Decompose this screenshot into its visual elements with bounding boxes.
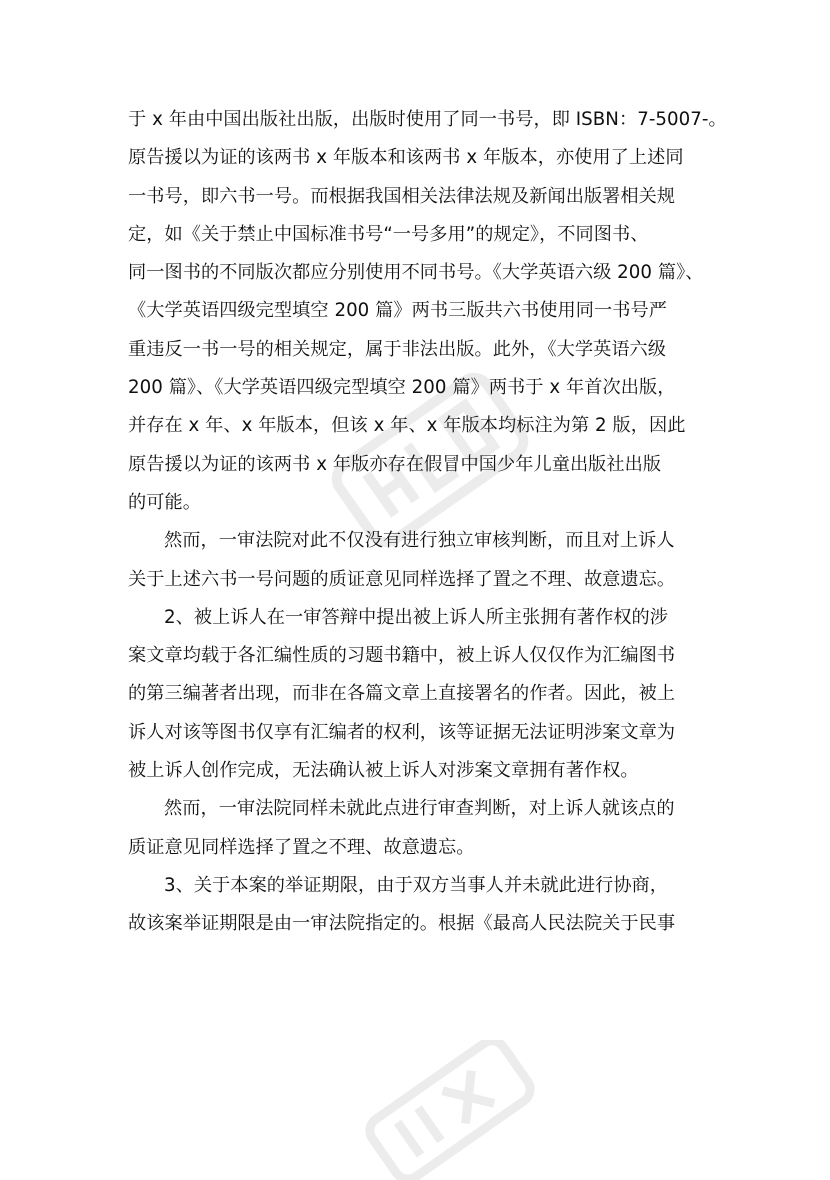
watermark-logo-icon <box>340 1040 560 1180</box>
text-line: 然而，一审法院对此不仅没有进行独立审核判断，而且对上诉人 <box>164 530 675 552</box>
text-line: 然而，一审法院同样未就此点进行审查判断，对上诉人就该点的 <box>164 798 675 820</box>
text-line: 200 篇》、《大学英语四级完型填空 200 篇》两书于 x 年首次出版， <box>128 377 676 399</box>
text-line: 定，如《关于禁止中国标准书号“一号多用”的规定》，不同图书、 <box>128 223 649 245</box>
text-line: 3、关于本案的举证期限，由于双方当事人并未就此进行协商， <box>164 874 669 896</box>
document-body <box>128 101 727 944</box>
text-line: 原告援以为证的该两书 x 年版亦存在假冒中国少年儿童出版社出版 <box>128 453 662 475</box>
text-line: 于 x 年由中国出版社出版，出版时使用了同一书号，即 ISBN：7-5007-。 <box>128 109 727 130</box>
text-line: 诉人对该等图书仅享有汇编者的权利，该等证据无法证明涉案文章为 <box>128 721 676 743</box>
text-line: 关于上述六书一号问题的质证意见同样选择了置之不理、故意遗忘。 <box>128 568 676 590</box>
text-line: 的可能。 <box>128 491 201 513</box>
text-line: 质证意见同样选择了置之不理、故意遗忘。 <box>128 836 475 858</box>
text-line: 重违反一书一号的相关规定，属于非法出版。此外，《大学英语六级 <box>128 338 667 360</box>
text-line: 2、被上诉人在一审答辩中提出被上诉人所主张拥有著作权的涉 <box>164 606 669 628</box>
text-line: 并存在 x 年、x 年版本，但该 x 年、x 年版本均标注为第 2 版，因此 <box>128 415 686 437</box>
text-line: 原告援以为证的该两书 x 年版本和该两书 x 年版本，亦使用了上述同 <box>128 147 684 169</box>
text-line: 故该案举证期限是由一审法院指定的。根据《最高人民法院关于民事 <box>128 913 676 935</box>
text-line: 《大学英语四级完型填空 200 篇》两书三版共六书使用同一书号严 <box>128 300 667 322</box>
text-line: 同一图书的不同版次都应分别使用不同书号。《大学英语六级 200 篇》、 <box>128 262 704 284</box>
text-line: 被上诉人创作完成，无法确认被上诉人对涉案文章拥有著作权。 <box>128 760 639 782</box>
text-line: 的第三编著者出现，而非在各篇文章上直接署名的作者。因此，被上 <box>128 683 676 705</box>
text-line: 案文章均载于各汇编性质的习题书籍中，被上诉人仅仅作为汇编图书 <box>128 645 676 667</box>
text-line: 一书号，即六书一号。而根据我国相关法律法规及新闻出版署相关规 <box>128 185 676 207</box>
